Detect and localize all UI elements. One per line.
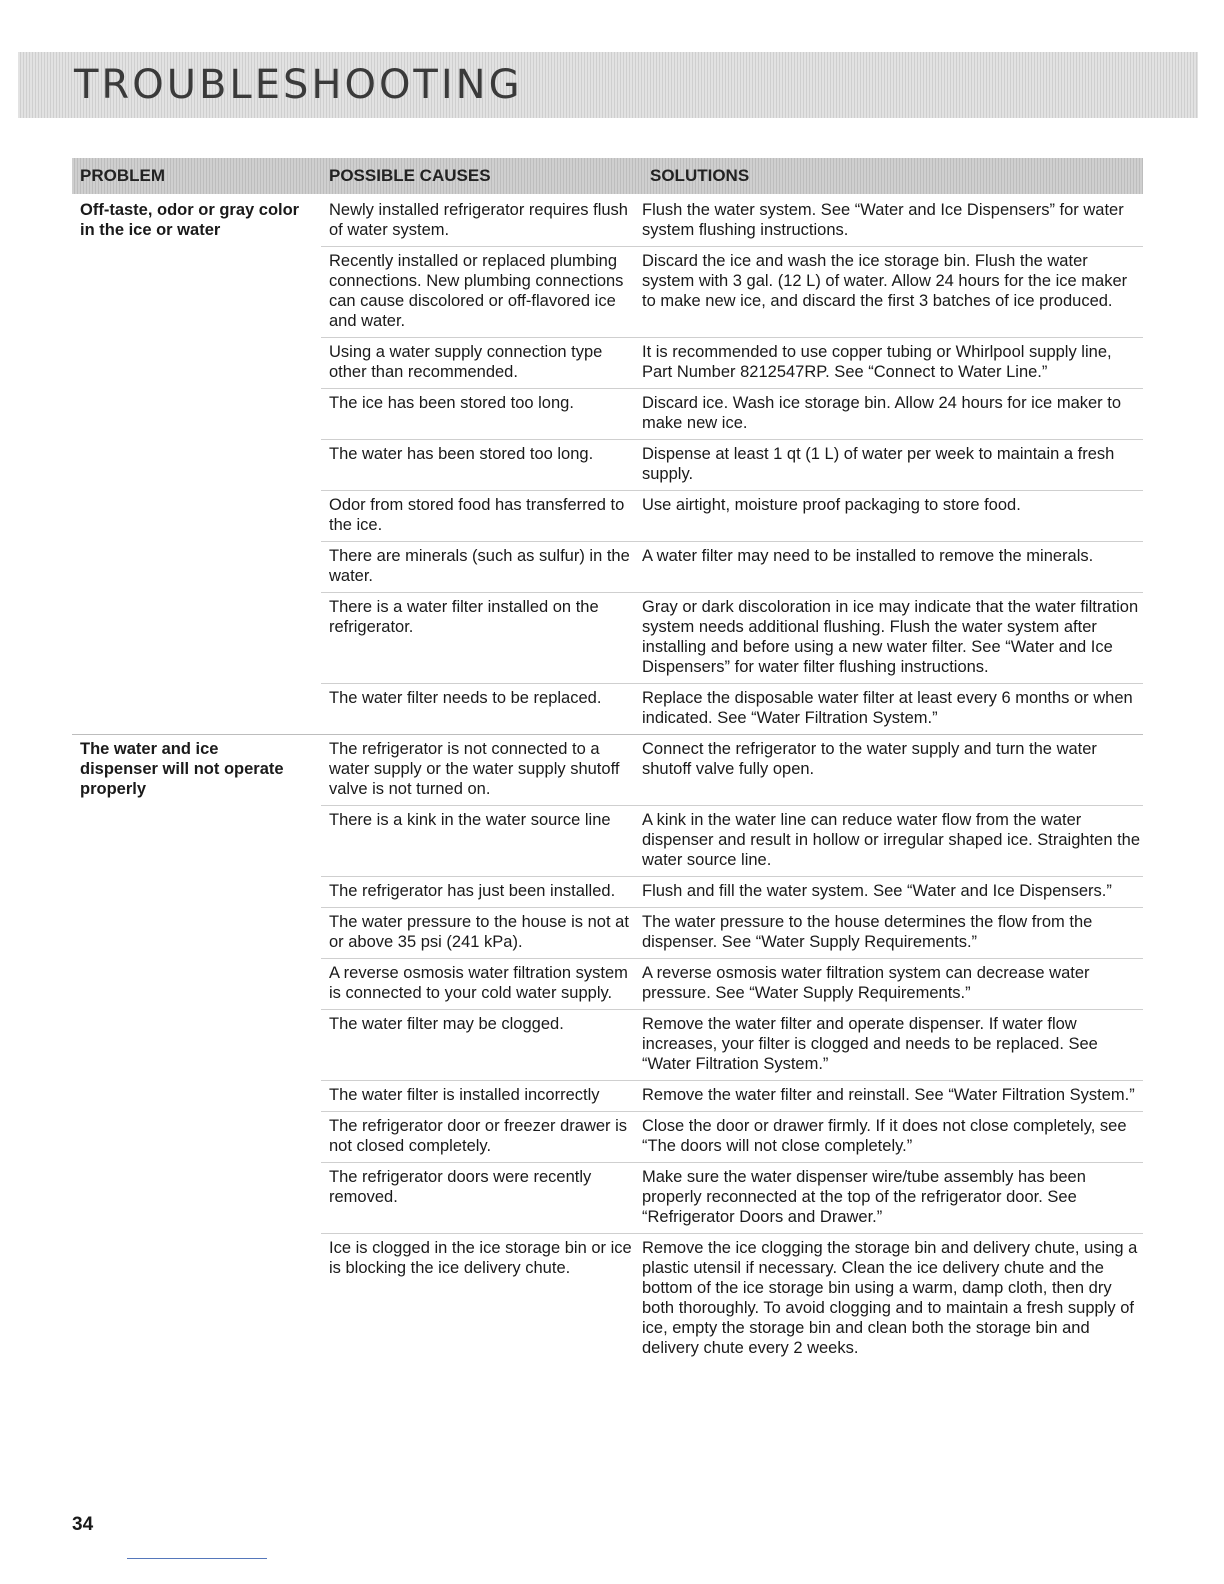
problem-label: Off-taste, odor or gray color in the ice or water	[80, 201, 300, 239]
footer-divider	[127, 1558, 267, 1559]
cause-cell: The refrigerator has just been installed.	[329, 882, 616, 900]
table-row	[321, 338, 1143, 389]
problem-group	[72, 735, 1143, 1364]
problem-group	[72, 196, 1143, 735]
header-solutions: SOLUTIONS	[650, 166, 750, 185]
cause-cell: There are minerals (such as sulfur) in the water.	[329, 547, 630, 585]
solution-cell: The water pressure to the house determines the flow from the dispenser. See “Water Supply Requirements.”	[642, 913, 1093, 951]
cause-cell: Ice is clogged in the ice storage bin or ice is blocking the ice delivery chute.	[329, 1239, 632, 1277]
cause-cell: The water pressure to the house is not at or above 35 psi (241 kPa).	[329, 913, 629, 951]
title-band	[18, 52, 1198, 118]
page-title: TROUBLESHOOTING	[74, 62, 523, 108]
table-row	[321, 908, 1143, 959]
table-row	[321, 684, 1143, 734]
page-number: 34	[72, 1514, 94, 1535]
solution-cell: Use airtight, moisture proof packaging to store food.	[642, 496, 1021, 514]
cause-cell: Newly installed refrigerator requires flush of water system.	[329, 201, 628, 239]
table-row	[321, 491, 1143, 542]
cause-cell: A reverse osmosis water filtration system is connected to your cold water supply.	[329, 964, 628, 1002]
solution-cell: Dispense at least 1 qt (1 L) of water per week to maintain a fresh supply.	[642, 445, 1115, 483]
troubleshooting-table	[72, 196, 1143, 1364]
solution-cell: Flush and fill the water system. See “Water and Ice Dispensers.”	[642, 882, 1112, 900]
cause-cell: The ice has been stored too long.	[329, 394, 574, 412]
table-row	[321, 877, 1143, 908]
solution-cell: Remove the water filter and operate dispenser. If water flow increases, your filter is clogged and needs to be replaced. See “Water Filtration System.”	[642, 1015, 1098, 1073]
table-row	[321, 593, 1143, 684]
header-problem: PROBLEM	[80, 166, 165, 185]
table-row	[321, 389, 1143, 440]
cause-cell: There is a kink in the water source line	[329, 811, 611, 829]
cause-cell: The refrigerator is not connected to a water supply or the water supply shutoff valve is not turned on.	[329, 740, 620, 798]
table-row	[321, 1112, 1143, 1163]
cause-cell: Recently installed or replaced plumbing connections. New plumbing connections can cause discolored or off-flavored ice and water.	[329, 252, 624, 330]
solution-cell: It is recommended to use copper tubing or Whirlpool supply line, Part Number 8212547RP. See “Connect to Water Line.”	[642, 343, 1112, 381]
table-row	[321, 542, 1143, 593]
cause-cell: Using a water supply connection type other than recommended.	[329, 343, 603, 381]
solution-cell: A water filter may need to be installed to remove the minerals.	[642, 547, 1094, 565]
solution-cell: Discard ice. Wash ice storage bin. Allow 24 hours for ice maker to make new ice.	[642, 394, 1122, 432]
solution-cell: Discard the ice and wash the ice storage bin. Flush the water system with 3 gal. (12 L) of water. Allow 24 hours for the ice maker to make new ice, and discard the first 3 batches of ice produced.	[642, 252, 1128, 310]
cause-cell: The refrigerator doors were recently removed.	[329, 1168, 592, 1206]
cause-cell: The refrigerator door or freezer drawer is not closed completely.	[329, 1117, 628, 1155]
table-row	[321, 806, 1143, 877]
table-row	[321, 247, 1143, 338]
solution-cell: Gray or dark discoloration in ice may indicate that the water filtration system needs additional flushing. Flush the water system after installing and before using a new water filter. See “Water and Ice Dispensers” for water filter flushing instructions.	[642, 598, 1139, 676]
solution-cell: Remove the ice clogging the storage bin and delivery chute, using a plastic utensil if necessary. Clean the ice delivery chute and the bottom of the ice storage bin using a warm, damp cloth, then dry both thoroughly. To avoid clogging and to maintain a fresh supply of ice, empty the storage bin and clean both the storage bin and delivery chute every 2 weeks.	[642, 1239, 1138, 1357]
solution-cell: Close the door or drawer firmly. If it does not close completely, see “The doors will not close completely.”	[642, 1117, 1127, 1155]
cause-cell: The water filter needs to be replaced.	[329, 689, 602, 707]
cause-cell: The water filter may be clogged.	[329, 1015, 564, 1033]
table-row	[321, 196, 1143, 247]
solution-cell: Make sure the water dispenser wire/tube assembly has been properly reconnected at the top of the refrigerator door. See “Refrigerator Doors and Drawer.”	[642, 1168, 1086, 1226]
solution-cell: A reverse osmosis water filtration system can decrease water pressure. See “Water Supply Requirements.”	[642, 964, 1090, 1002]
cause-cell: There is a water filter installed on the refrigerator.	[329, 598, 599, 636]
solution-cell: Flush the water system. See “Water and Ice Dispensers” for water system flushing instructions.	[642, 201, 1124, 239]
solution-cell: A kink in the water line can reduce water flow from the water dispenser and result in hollow or irregular shaped ice. Straighten the water source line.	[642, 811, 1141, 869]
table-row	[321, 1010, 1143, 1081]
table-row	[321, 440, 1143, 491]
table-row	[321, 735, 1143, 806]
solution-cell: Connect the refrigerator to the water supply and turn the water shutoff valve fully open.	[642, 740, 1097, 778]
cause-cell: The water filter is installed incorrectly	[329, 1086, 600, 1104]
solution-cell: Replace the disposable water filter at least every 6 months or when indicated. See “Water Filtration System.”	[642, 689, 1133, 727]
problem-label: The water and ice dispenser will not operate properly	[80, 740, 284, 798]
cause-cell: Odor from stored food has transferred to the ice.	[329, 496, 625, 534]
cause-cell: The water has been stored too long.	[329, 445, 594, 463]
table-row	[321, 1081, 1143, 1112]
solution-cell: Remove the water filter and reinstall. See “Water Filtration System.”	[642, 1086, 1135, 1104]
table-header	[72, 158, 1143, 194]
table-row	[321, 1234, 1143, 1364]
header-possible-causes: POSSIBLE CAUSES	[329, 166, 491, 185]
table-row	[321, 1163, 1143, 1234]
table-row	[321, 959, 1143, 1010]
